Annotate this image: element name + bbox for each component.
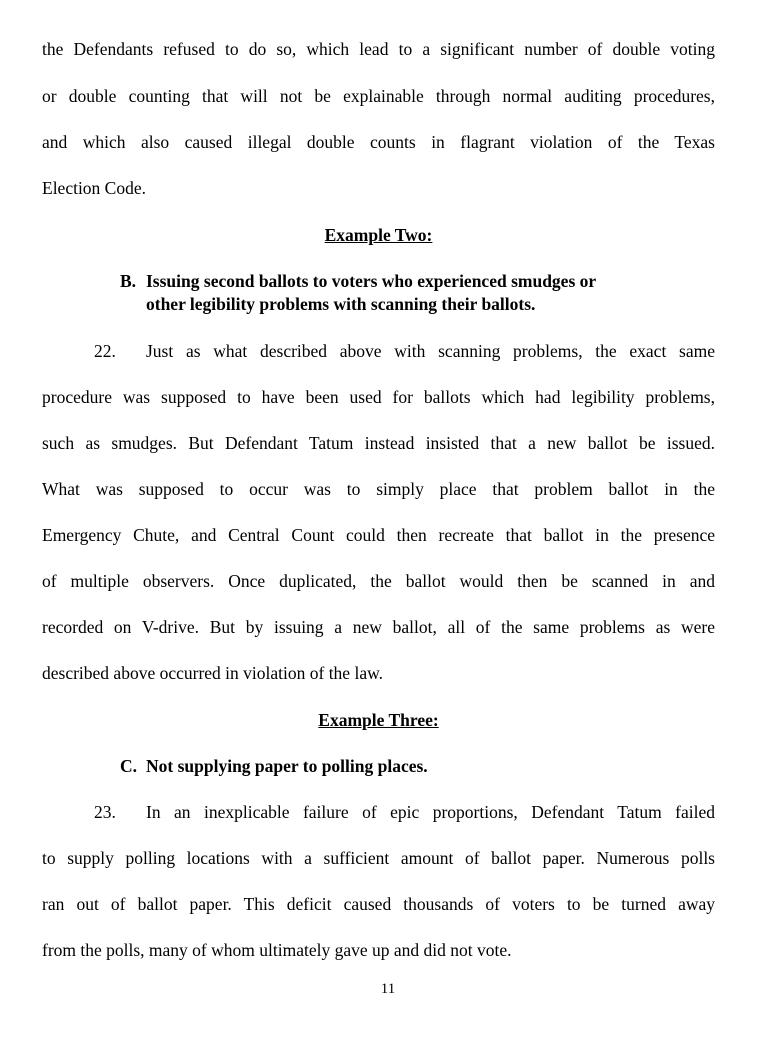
paragraph-22-first-line <box>42 339 715 363</box>
paragraph-21-line: or double counting that will not be explainable through normal auditing procedures, <box>42 86 715 106</box>
paragraph-23-first-text: In an inexplicable failure of epic proportions, Defendant Tatum failed <box>146 802 715 822</box>
paragraph-22-line: recorded on V-drive. But by issuing a new ballot, all of the same problems as were <box>42 617 715 637</box>
subheading-b-line1: Issuing second ballots to voters who experienced smudges or <box>146 271 597 291</box>
paragraph-23-number: 23. <box>94 802 116 822</box>
paragraph-22-line: such as smudges. But Defendant Tatum instead insisted that a new ballot be issued. <box>42 433 715 453</box>
subheading-c <box>120 755 428 778</box>
example-three-heading-row <box>42 708 715 732</box>
subheading-c-line1: Not supplying paper to polling places. <box>146 756 428 776</box>
example-three-heading: Example Three: <box>318 710 439 730</box>
subheading-c-marker: C. <box>120 756 138 776</box>
paragraph-22-first-text: Just as what described above with scanning problems, the exact same <box>146 341 715 361</box>
example-two-heading-row <box>42 223 715 247</box>
paragraph-22-line: What was supposed to occur was to simply place that problem ballot in the <box>42 479 715 499</box>
subheading-b <box>120 270 596 293</box>
paragraph-21-line: and which also caused illegal double counts in flagrant violation of the Texas <box>42 132 715 152</box>
example-two-heading: Example Two: <box>324 225 433 245</box>
paragraph-21-line: Election Code. <box>42 178 147 198</box>
paragraph-22-line: of multiple observers. Once duplicated, the ballot would then be scanned in and <box>42 571 715 591</box>
paragraph-22-line: procedure was supposed to have been used for ballots which had legibility problems, <box>42 387 715 407</box>
subheading-b-line2: other legibility problems with scanning their ballots. <box>146 294 536 314</box>
paragraph-22-line: Emergency Chute, and Central Count could then recreate that ballot in the presence <box>42 525 715 545</box>
paragraph-21-line: the Defendants refused to do so, which lead to a significant number of double voting <box>42 39 715 59</box>
paragraph-23-line: to supply polling locations with a sufficient amount of ballot paper. Numerous polls <box>42 848 715 868</box>
paragraph-22-number: 22. <box>94 341 116 361</box>
paragraph-23-line: from the polls, many of whom ultimately gave up and did not vote. <box>42 940 512 960</box>
paragraph-22-line: described above occurred in violation of the law. <box>42 663 383 683</box>
paragraph-23-first-line <box>42 800 715 824</box>
subheading-b-marker: B. <box>120 271 137 291</box>
paragraph-23-line: ran out of ballot paper. This deficit caused thousands of voters to be turned away <box>42 894 715 914</box>
subheading-b-continued <box>146 293 535 316</box>
page-number: 11 <box>380 981 396 997</box>
